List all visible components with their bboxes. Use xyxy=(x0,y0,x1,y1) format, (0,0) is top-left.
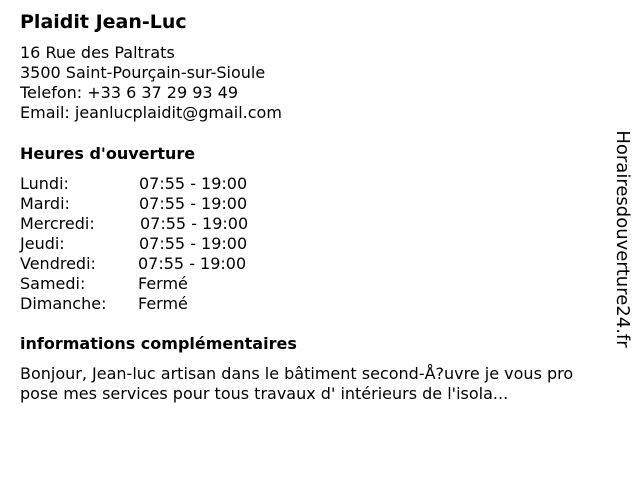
description xyxy=(20,364,573,404)
day-label: Vendredi: xyxy=(20,254,96,273)
day-label: Lundi: xyxy=(20,174,69,193)
description-line: pose mes services pour tous travaux d' intérieurs de l'isola... xyxy=(20,384,509,403)
day-label: Mercredi: xyxy=(20,214,95,233)
time-value: 07:55 - 19:00 xyxy=(138,254,247,273)
time-value: Fermé xyxy=(138,294,188,313)
time-value: 07:55 - 19:00 xyxy=(139,194,248,213)
hours-row-monday xyxy=(20,174,320,194)
address-street: 16 Rue des Paltrats xyxy=(20,43,175,62)
time-value: Fermé xyxy=(138,274,188,293)
hours-row-sunday xyxy=(20,294,320,314)
day-label: Dimanche: xyxy=(20,294,107,313)
contact-block xyxy=(20,43,282,123)
phone-text: Telefon: +33 6 37 29 93 49 xyxy=(20,83,239,102)
day-label: Mardi: xyxy=(20,194,70,213)
hours-row-thursday xyxy=(20,234,320,254)
info-heading: informations complémentaires xyxy=(20,334,297,353)
hours-row-wednesday xyxy=(20,214,320,234)
email-text: Email: jeanlucplaidit@gmail.com xyxy=(20,103,282,122)
day-label: Jeudi: xyxy=(20,234,65,253)
day-label: Samedi: xyxy=(20,274,86,293)
hours-heading: Heures d'ouverture xyxy=(20,144,196,163)
hours-row-friday xyxy=(20,254,320,274)
time-value: 07:55 - 19:00 xyxy=(139,174,248,193)
watermark-text: Horairesdouverture24.fr xyxy=(612,130,633,348)
hours-row-saturday xyxy=(20,274,320,294)
address-city: 3500 Saint-Pourçain-sur-Sioule xyxy=(20,63,266,82)
time-value: 07:55 - 19:00 xyxy=(140,214,249,233)
hours-table xyxy=(20,174,320,314)
business-name: Plaidit Jean-Luc xyxy=(20,11,187,33)
description-line: Bonjour, Jean-luc artisan dans le bâtiment second-Å?uvre je vous pro xyxy=(20,364,574,383)
hours-row-tuesday xyxy=(20,194,320,214)
time-value: 07:55 - 19:00 xyxy=(139,234,248,253)
